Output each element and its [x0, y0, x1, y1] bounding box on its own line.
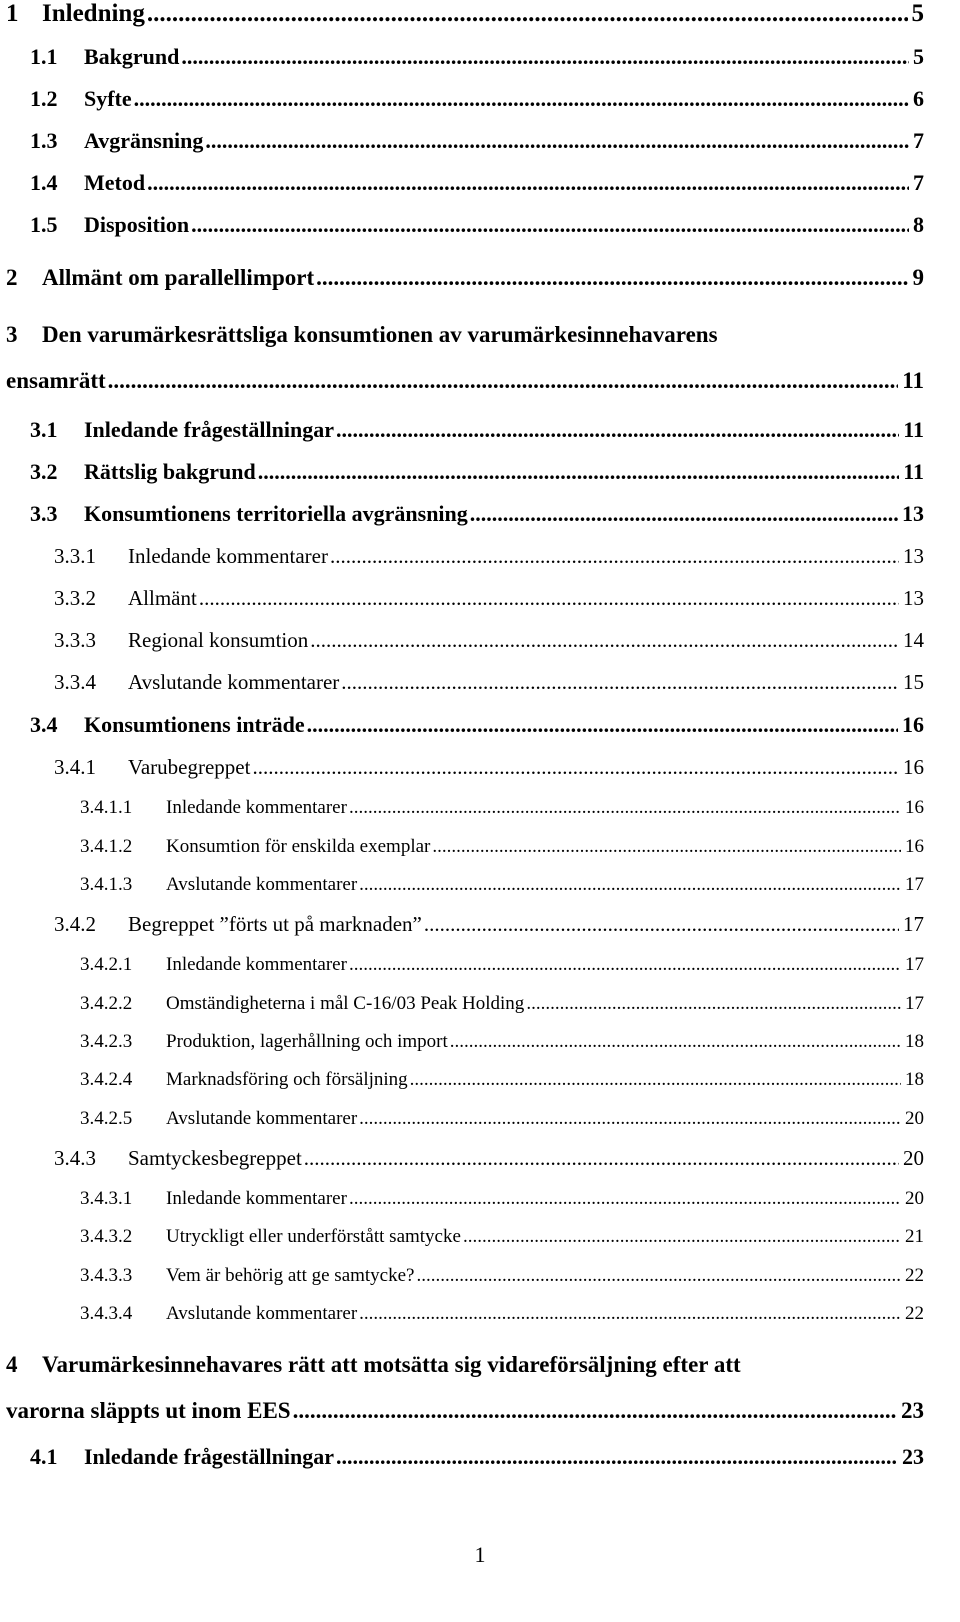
toc-number: 3.4.2.5 — [80, 1108, 133, 1129]
toc-page: 11 — [903, 417, 924, 442]
toc-page: 18 — [905, 1069, 924, 1090]
toc-entry-line2[interactable] — [6, 1398, 924, 1424]
toc-entry[interactable] — [30, 212, 924, 238]
toc-leader — [181, 44, 909, 70]
toc-entry[interactable] — [80, 954, 924, 976]
toc-leader — [252, 755, 899, 780]
toc-page: 20 — [903, 1146, 924, 1170]
toc-page: 17 — [903, 912, 924, 936]
toc-number: 3.3.1 — [54, 544, 96, 568]
toc-page: 7 — [913, 128, 924, 153]
toc-leader — [330, 544, 899, 569]
toc-leader — [336, 1444, 898, 1470]
toc-title: Avslutande kommentarer — [166, 1303, 358, 1324]
toc-number: 3.4.1 — [54, 755, 96, 779]
toc-number: 3.4.1.1 — [80, 797, 133, 818]
toc-title: Syfte — [84, 86, 132, 111]
toc-number: 1.4 — [30, 170, 58, 195]
toc-title-continued: ensamrätt — [6, 368, 106, 393]
toc-title: Marknadsföring och försäljning — [166, 1069, 408, 1090]
toc-title: Avslutande kommentarer — [128, 670, 340, 694]
toc-page: 22 — [905, 1265, 924, 1286]
toc-number: 1.1 — [30, 44, 58, 69]
toc-leader — [470, 501, 898, 527]
toc-entry[interactable] — [30, 170, 924, 196]
toc-title: Regional konsumtion — [128, 628, 309, 652]
toc-leader — [463, 1226, 901, 1248]
toc-leader — [359, 1303, 901, 1325]
toc-number: 3.4 — [30, 712, 58, 737]
toc-leader — [147, 170, 909, 196]
toc-entry[interactable] — [30, 44, 924, 70]
toc-leader — [293, 1398, 897, 1424]
toc-entry[interactable] — [54, 755, 924, 780]
toc-entry[interactable] — [54, 628, 924, 653]
toc-number: 2 — [6, 265, 18, 290]
toc-page: 15 — [903, 670, 924, 694]
toc-title: Konsumtionens territoriella avgränsning — [84, 501, 468, 526]
toc-number: 3.4.2.1 — [80, 954, 133, 975]
toc-number: 3.4.2.2 — [80, 993, 133, 1014]
toc-number: 1.3 — [30, 128, 58, 153]
toc-number: 3 — [6, 322, 18, 347]
toc-number: 3.1 — [30, 417, 58, 442]
toc-leader — [450, 1031, 901, 1053]
toc-entry[interactable] — [80, 874, 924, 896]
toc-entry[interactable] — [80, 1303, 924, 1325]
toc-entry[interactable] — [80, 1069, 924, 1091]
toc-page: 22 — [905, 1303, 924, 1324]
toc-number: 3.3.4 — [54, 670, 96, 694]
toc-title: Samtyckesbegreppet — [128, 1146, 302, 1170]
toc-entry-line2[interactable] — [6, 368, 924, 394]
toc-number: 3.3.2 — [54, 586, 96, 610]
toc-entry[interactable] — [80, 797, 924, 819]
toc-page: 23 — [901, 1398, 924, 1423]
toc-leader — [359, 874, 901, 896]
toc-leader — [316, 265, 908, 291]
toc-entry[interactable] — [80, 1108, 924, 1130]
toc-page: 13 — [903, 544, 924, 568]
toc-page: 17 — [905, 993, 924, 1014]
toc-leader — [432, 836, 901, 858]
toc-page: 23 — [902, 1444, 924, 1469]
toc-entry-line1[interactable] — [6, 1352, 741, 1378]
toc-leader — [205, 128, 909, 154]
toc-entry[interactable] — [54, 912, 924, 937]
toc-number: 3.4.3.3 — [80, 1265, 133, 1286]
toc-title: Allmänt — [128, 586, 197, 610]
toc-page: 11 — [903, 459, 924, 484]
toc-page: 13 — [903, 586, 924, 610]
toc-title: Inledning — [42, 0, 145, 27]
toc-number: 3.3 — [30, 501, 58, 526]
toc-entry[interactable] — [80, 836, 924, 858]
toc-leader — [134, 86, 909, 112]
toc-entry-line1[interactable] — [6, 322, 718, 348]
toc-leader — [349, 954, 901, 976]
toc-entry[interactable] — [6, 265, 924, 291]
toc-page: 5 — [913, 44, 924, 69]
toc-number: 3.4.2.3 — [80, 1031, 133, 1052]
toc-title: Inledande kommentarer — [166, 954, 347, 975]
toc-leader — [341, 670, 899, 695]
toc-title: Allmänt om parallellimport — [42, 265, 315, 290]
toc-leader — [424, 912, 899, 937]
toc-title: Inledande frågeställningar — [84, 1444, 334, 1469]
toc-leader — [349, 1188, 901, 1210]
toc-title: Bakgrund — [84, 44, 180, 69]
toc-entry[interactable] — [80, 1031, 924, 1053]
toc-page: 20 — [905, 1188, 924, 1209]
toc-number: 1.5 — [30, 212, 58, 237]
toc-title: Omständigheterna i mål C-16/03 Peak Holding — [166, 993, 525, 1014]
toc-title: Produktion, lagerhållning och import — [166, 1031, 448, 1052]
toc-title: Inledande kommentarer — [128, 544, 328, 568]
toc-number: 1.2 — [30, 86, 58, 111]
toc-page: 7 — [913, 170, 924, 195]
toc-number: 3.4.1.3 — [80, 874, 133, 895]
toc-number: 3.4.2.4 — [80, 1069, 133, 1090]
toc-page: 16 — [902, 712, 924, 737]
toc-entry[interactable] — [6, 0, 924, 28]
toc-number: 3.2 — [30, 459, 58, 484]
toc-entry[interactable] — [30, 459, 924, 485]
toc-leader — [307, 712, 898, 738]
toc-leader — [336, 417, 899, 443]
toc-leader — [258, 459, 899, 485]
toc-number: 3.3.3 — [54, 628, 96, 652]
toc-number: 4 — [6, 1352, 18, 1377]
toc-title: Konsumtionens inträde — [84, 712, 305, 737]
toc-page: 14 — [903, 628, 924, 652]
toc-title: Inledande kommentarer — [166, 1188, 347, 1209]
toc-number: 3.4.3.1 — [80, 1188, 133, 1209]
toc-page: 8 — [913, 212, 924, 237]
toc-leader — [310, 628, 899, 653]
toc-entry[interactable] — [80, 1188, 924, 1210]
toc-title: Den varumärkesrättsliga konsumtionen av varumärkesinnehavarens — [42, 322, 718, 347]
toc-page: 21 — [905, 1226, 924, 1247]
toc-page: 20 — [905, 1108, 924, 1129]
toc-number: 4.1 — [30, 1444, 58, 1469]
toc-page: 17 — [905, 874, 924, 895]
toc-number: 3.4.3.4 — [80, 1303, 133, 1324]
toc-entry[interactable] — [54, 544, 924, 569]
toc-page: 13 — [902, 501, 924, 526]
toc-page: 6 — [913, 86, 924, 111]
toc-leader — [349, 797, 901, 819]
toc-number: 3.4.2 — [54, 912, 96, 936]
toc-leader — [359, 1108, 901, 1130]
toc-title: Utryckligt eller underförstått samtycke — [166, 1226, 461, 1247]
toc-page: 11 — [902, 368, 924, 393]
toc-entry[interactable] — [54, 1146, 924, 1171]
toc-title: Disposition — [84, 212, 190, 237]
toc-entry[interactable] — [80, 1265, 924, 1287]
toc-title: Avslutande kommentarer — [166, 1108, 358, 1129]
toc-page: 9 — [912, 265, 924, 290]
toc-entry[interactable] — [30, 712, 924, 738]
toc-entry[interactable] — [30, 501, 924, 527]
toc-number: 3.4.3 — [54, 1146, 96, 1170]
toc-entry[interactable] — [54, 586, 924, 611]
toc-title: Avgränsning — [84, 128, 204, 153]
toc-title: Varumärkesinnehavares rätt att motsätta sig vidareförsäljning efter att — [42, 1352, 741, 1377]
toc-number: 1 — [6, 0, 19, 27]
toc-title-continued: varorna släppts ut inom EES — [6, 1398, 291, 1423]
toc-title: Avslutande kommentarer — [166, 874, 358, 895]
toc-title: Konsumtion för enskilda exemplar — [166, 836, 431, 857]
toc-leader — [416, 1265, 901, 1287]
toc-page: 16 — [905, 836, 924, 857]
page-number: 1 — [474, 1542, 486, 1567]
toc-entry[interactable] — [30, 128, 924, 154]
toc-page: 16 — [905, 797, 924, 818]
toc-entry[interactable] — [30, 417, 924, 443]
toc-title: Metod — [84, 170, 146, 195]
toc-page: 17 — [905, 954, 924, 975]
toc-number: 3.4.3.2 — [80, 1226, 133, 1247]
toc-title: Vem är behörig att ge samtycke? — [166, 1265, 415, 1286]
toc-leader — [410, 1069, 901, 1091]
toc-entry[interactable] — [30, 86, 924, 112]
toc-leader — [199, 586, 899, 611]
toc-leader — [147, 0, 908, 28]
toc-entry[interactable] — [54, 670, 924, 695]
toc-entry[interactable] — [80, 1226, 924, 1248]
toc-number: 3.4.1.2 — [80, 836, 133, 857]
toc-title: Rättslig bakgrund — [84, 459, 256, 484]
toc-title: Begreppet ”förts ut på marknaden” — [128, 912, 422, 936]
toc-page: 18 — [905, 1031, 924, 1052]
toc-leader — [108, 368, 899, 394]
toc-leader — [304, 1146, 899, 1171]
toc-title: Inledande kommentarer — [166, 797, 347, 818]
toc-leader — [526, 993, 901, 1015]
toc-entry[interactable] — [30, 1444, 924, 1470]
toc-leader — [191, 212, 909, 238]
toc-page: 16 — [903, 755, 924, 779]
toc-page: 5 — [911, 0, 924, 27]
toc-title: Varubegreppet — [128, 755, 251, 779]
toc-title: Inledande frågeställningar — [84, 417, 334, 442]
toc-entry[interactable] — [80, 993, 924, 1015]
